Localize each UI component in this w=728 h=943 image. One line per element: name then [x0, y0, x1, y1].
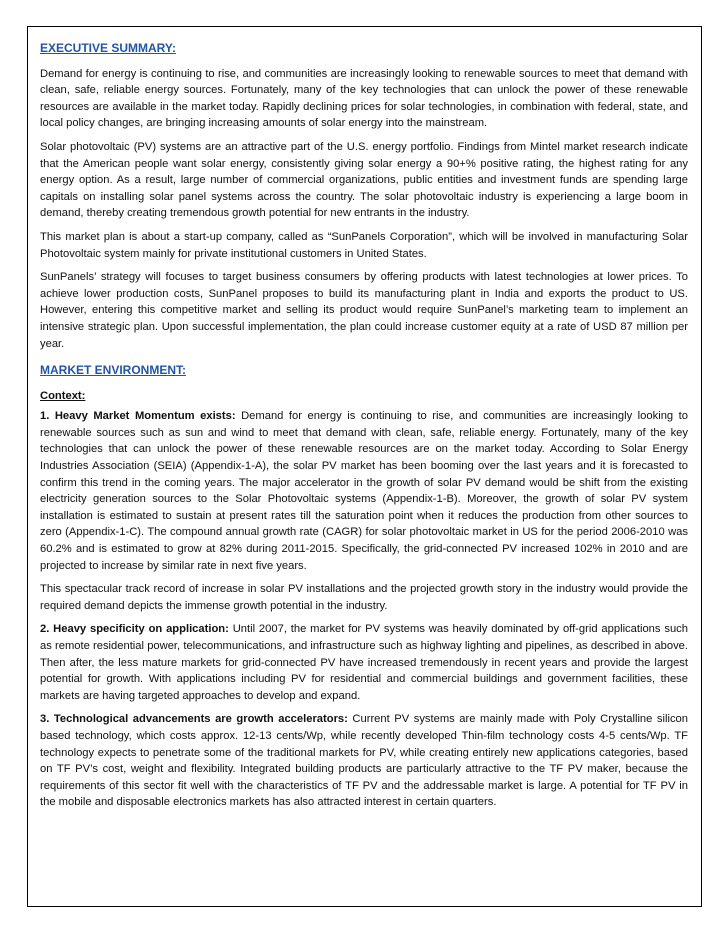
point-3-text: Current PV systems are mainly made with Poly Crystalline silicon based technology, which costs approx. 12-13 cents/Wp, while recently developed Thin-film technology costs 4-5 cents/Wp. TF technology expects to penetrate some of the traditional markets for PV, while creating entirely new applications categories, based on TF PV’s cost, weight and flexibility. Integrated building products are particularly attractive to the TF PV maker, because the requirements of this sector fit well with the characteristics of TF PV and the addressable market is large. A potential for TF PV in the mobile and disposable electronics markets has also attracted interest in certain quarters. [40, 713, 689, 809]
document-body [40, 40, 688, 818]
point-3 [40, 711, 688, 811]
point-1-text: Demand for energy is continuing to rise, and communities are increasingly looking to renewable sources such as sun and wind to meet that demand with clean, safe, reliable energy. Fortunately, many of the key technologies that can unlock the power of these renewable resources are on the market today. According to Solar Energy Industries Association (SEIA) (Appendix-1-A), the solar PV market has been booming over the last years and it is forecasted to confirm this trend in the coming years. The major accelerator in the growth of solar PV demand would be shift from the existing electricity generation sources to the Solar Photovoltaic systems (Appendix-1-B). Moreover, the growth of solar PV system installation is estimated to sustain at present rates till the saturation point when it reduces the production from other sources to zero (Appendix-1-C). The compound annual growth rate (CAGR) for solar photovoltaic market in US for the period 2006-2010 was 60.2% and is estimated to grow at 82% during 2011-2015. Specifically, the grid-connected PV increased 102% in 2010 and are projected to increase by similar rate in next five years. [40, 410, 688, 572]
point-1-followup: This spectacular track record of increase in solar PV installations and the projected growth story in the industry would provide the required demand depicts the immense growth potential in the industry. [40, 583, 688, 612]
exec-paragraph-4: SunPanels’ strategy will focuses to target business consumers by offering products with latest technologies at lower prices. To achieve lower production costs, SunPanel proposes to build its manufacturing plant in India and exports the product to US. However, entering this competitive market and selling its product would require SunPanel’s marketing team to implement an intensive strategic plan. Upon successful implementation, the plan could increase customer equity at a rate of USD 87 million per year. [40, 271, 688, 350]
exec-paragraph-3: This market plan is about a start-up company, called as “SunPanels Corporation”, which will be involved in manufacturing Solar Photovoltaic system mainly for private institutional customers in United States. [40, 230, 688, 260]
point-2 [40, 621, 688, 704]
point-2-lead: 2. Heavy specificity on application: [40, 623, 229, 636]
point-2-text: Until 2007, the market for PV systems was heavily dominated by off-grid applications such as remote residential power, telecommunications, and infrastructure such as highway lighting and pipelines, as described in above. Then after, the less mature markets for grid-connected PV have increased tremendously in recent years and provide the largest potential for growth. With applications including PV for residential and commercial buildings and government facilities, these markets are having targeted approaches to develop and expand. [40, 623, 688, 702]
market-environment-heading: MARKET ENVIRONMENT: [40, 363, 186, 378]
executive-summary-heading: EXECUTIVE SUMMARY: [40, 41, 177, 55]
exec-paragraph-2: Solar photovoltaic (PV) systems are an attractive part of the U.S. energy portfolio. Findings from Mintel market research indicate that the American people want solar energy, consistently giving solar energy a 90+% positive rating, the highest rating for any energy option. As a result, large number of commercial organizations, public entities and investment funds are spending large capitals on installing solar panel systems across the country. The solar photovoltaic industry is experiencing a large boom in demand, thereby creating tremendous growth potential for new entrants in the industry. [40, 140, 688, 220]
point-1-lead: 1. Heavy Market Momentum exists: [40, 410, 236, 423]
exec-paragraph-1: Demand for energy is continuing to rise, and communities are increasingly looking to renewable sources to meet that demand with clean, safe, reliable energy sources. Fortunately, many of the key technologies that can unlock the power of these renewable resources are available in the market today. Rapidly declining prices for solar technologies, in combination with federal, state, and local policy changes, are bringing increasing amounts of solar energy into the mainstream. [40, 67, 688, 130]
point-3-lead: 3. Technological advancements are growth accelerators: [40, 713, 348, 726]
context-label: Context: [40, 389, 86, 402]
point-1 [40, 408, 688, 574]
